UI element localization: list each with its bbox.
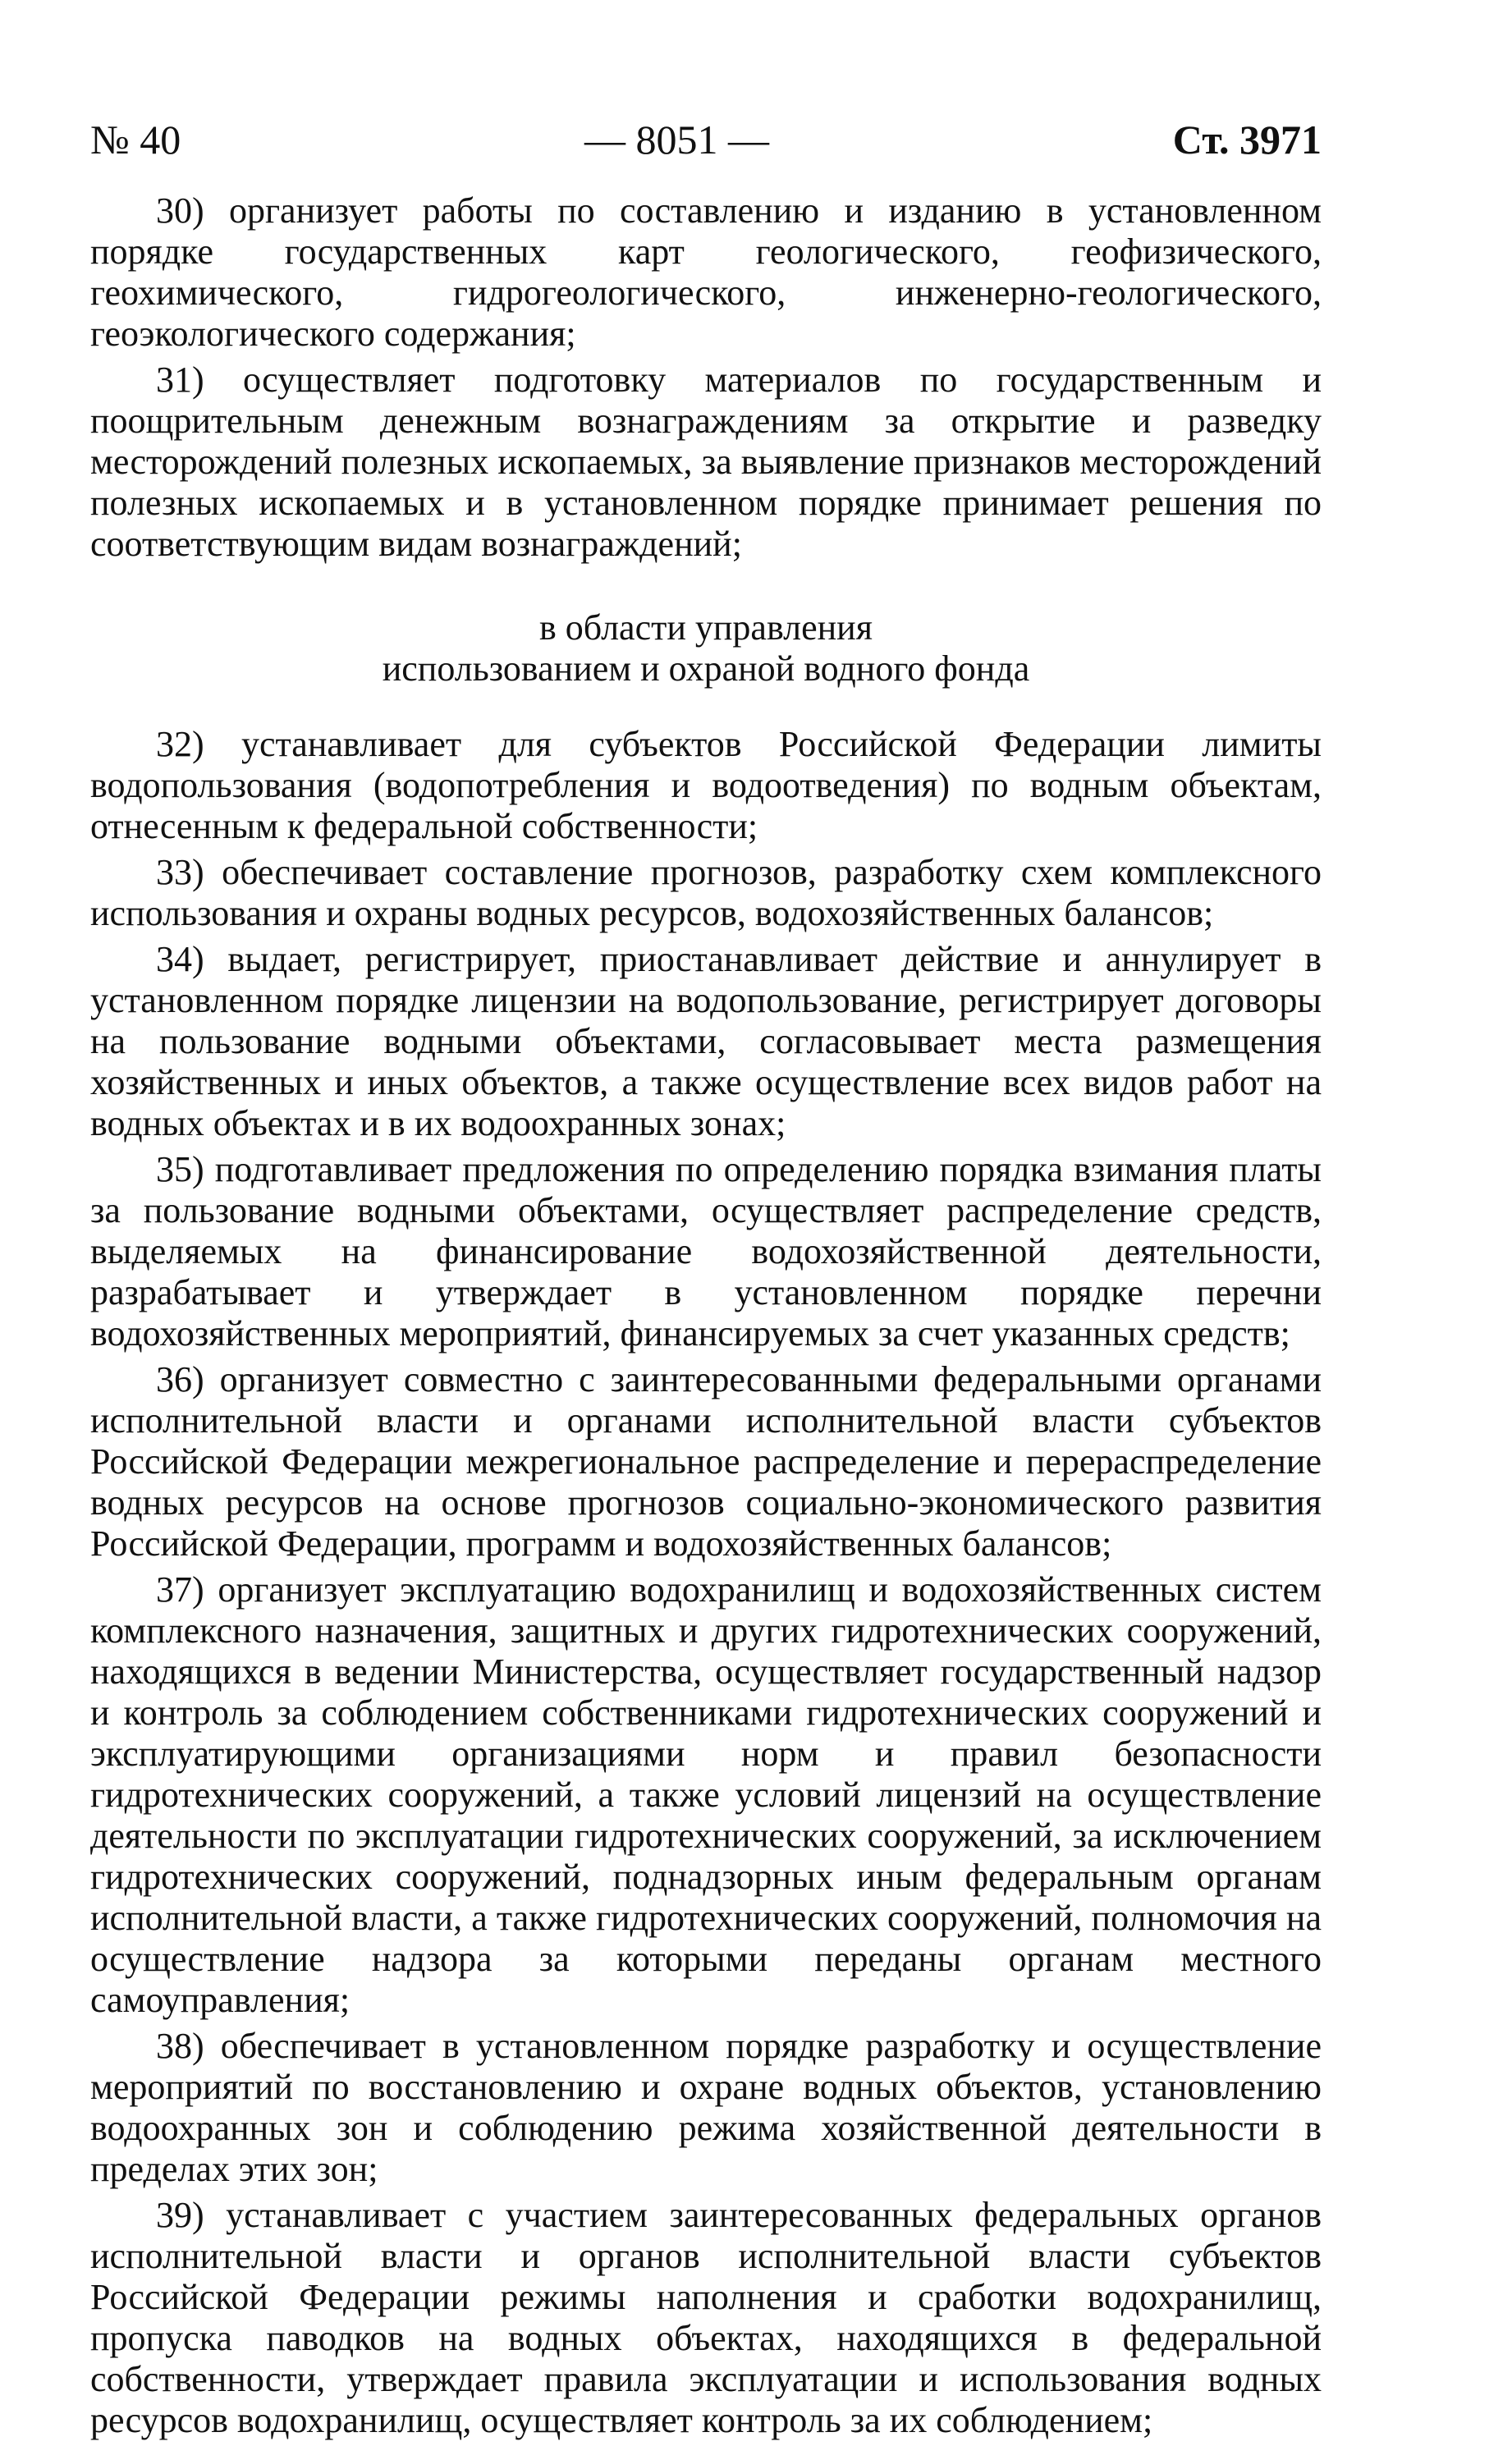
section-title-line-1: в области управления	[539, 607, 873, 648]
paragraph-30: 30) организует работы по составлению и изданию в установленном порядке государственных карт геологического, геофизического, геохимического, гидрогеологического, инженерно-геологического, геоэкологического содержания;	[90, 190, 1322, 354]
section-title-line-2: использованием и охраной водного фонда	[382, 648, 1030, 689]
paragraph-35: 35) подготавливает предложения по определению порядка взимания платы за пользование водными объектами, осуществляет распределение средств, выделяемых на финансирование водохозяйственной деятельности, разрабатывает и утверждает в установленном порядке перечни водохозяйственных мероприятий, финансируемых за счет указанных средств;	[90, 1149, 1322, 1354]
page-header	[90, 115, 1322, 164]
paragraph-36: 36) организует совместно с заинтересованными федеральными органами исполнительной власти и органами исполнительной власти субъектов Российской Федерации межрегиональное распределение и перераспределение водных ресурсов на основе прогнозов социально-экономического развития Российской Федерации, программ и водохозяйственных балансов;	[90, 1359, 1322, 1564]
article-number: Ст. 3971	[1172, 117, 1322, 163]
page-number: — 8051 —	[584, 117, 769, 163]
paragraph-31: 31) осуществляет подготовку материалов по государственным и поощрительным денежным вознаграждениям за открытие и разведку месторождений полезных ископаемых, за выявление признаков месторождений полезных ископаемых и в установленном порядке принимает решения по соответствующим видам вознаграждений;	[90, 360, 1322, 564]
paragraph-37: 37) организует эксплуатацию водохранилищ и водохозяйственных систем комплексного назначения, защитных и других гидротехнических сооружений, находящихся в ведении Министерства, осуществляет государственный надзор и контроль за соблюдением собственниками гидротехнических сооружений и эксплуатирующими организациями норм и правил безопасности гидротехнических сооружений, а также условий лицензий на осуществление деятельности по эксплуатации гидротехнических сооружений, за исключением гидротехнических сооружений, поднадзорных иным федеральным органам исполнительной власти, а также гидротехнических сооружений, полномочия на осуществление надзора за которыми переданы органам местного самоуправления;	[90, 1569, 1322, 2020]
paragraph-39: 39) устанавливает с участием заинтересованных федеральных органов исполнительной власти и органов исполнительной власти субъектов Российской Федерации режимы наполнения и сработки водохранилищ, пропуска паводков на водных объектах, находящихся в федеральной собственности, утверждает правила эксплуатации и использования водных ресурсов водохранилищ, осуществляет контроль за их соблюдением;	[90, 2195, 1322, 2440]
paragraph-32: 32) устанавливает для субъектов Российской Федерации лимиты водопользования (водопотребления и водоотведения) по водным объектам, отнесенным к федеральной собственности;	[90, 724, 1322, 846]
paragraph-33: 33) обеспечивает составление прогнозов, разработку схем комплексного использования и охраны водных ресурсов, водохозяйственных балансов;	[90, 852, 1322, 933]
issue-number: № 40	[90, 117, 181, 163]
section-title	[90, 607, 1322, 689]
document-page	[90, 115, 1322, 2446]
paragraph-38: 38) обеспечивает в установленном порядке разработку и осуществление мероприятий по восстановлению и охране водных объектов, установлению водоохранных зон и соблюдению режима хозяйственной деятельности в пределах этих зон;	[90, 2026, 1322, 2189]
paragraph-34: 34) выдает, регистрирует, приостанавливает действие и аннулирует в установленном порядке лицензии на водопользование, регистрирует договоры на пользование водными объектами, согласовывает места размещения хозяйственных и иных объектов, а также осуществление всех видов работ на водных объектах и в их водоохранных зонах;	[90, 939, 1322, 1143]
